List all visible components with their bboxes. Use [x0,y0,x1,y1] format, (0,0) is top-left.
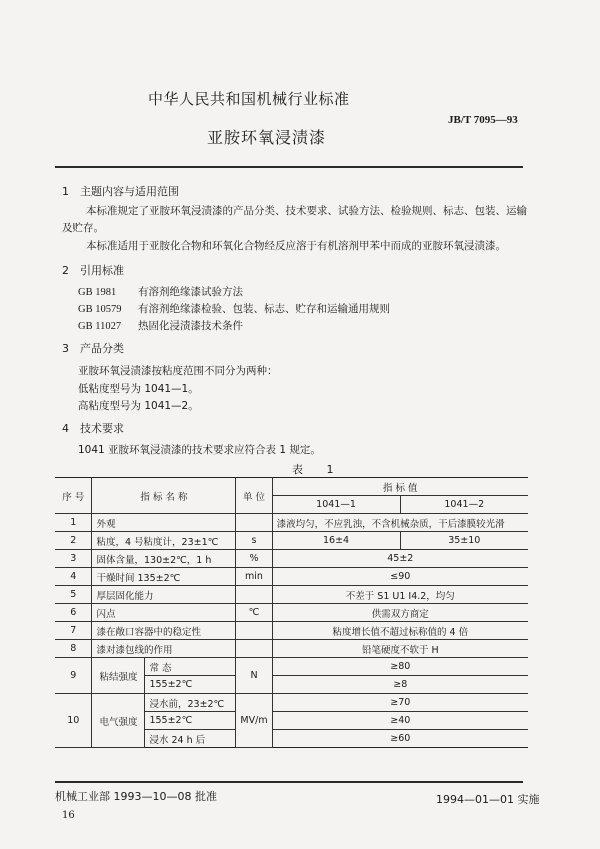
row-value: 漆液均匀，不应乳浊，不含机械杂质，干后漆膜较光滑 [272,514,528,532]
row-value: 45±2 [272,550,528,568]
issuing-organization: 中华人民共和国机械行业标准 [148,90,350,108]
row-seq: 4 [55,568,92,586]
reference-item [78,318,243,333]
document-title: 亚胺环氧浸渍漆 [207,128,327,147]
row-unit: MV/m [236,694,272,748]
standard-code: JB/T 7095—93 [448,114,518,126]
table-row [55,658,528,676]
row-value: ≥70 [272,694,528,712]
table-row [55,604,528,622]
table-row [55,550,528,568]
section-1-paragraph-1: 本标准规定了亚胺环氧浸渍漆的产品分类、技术要求、试验方法、检验规则、标志、包装、运输及贮存。 [62,205,527,234]
section-number: 3 [62,342,69,355]
reference-title: 有溶剂绝缘漆检验、包装、标志、贮存和运输通用规则 [138,303,390,315]
section-1-paragraph-2: 本标准适用于亚胺化合物和环氧化合物经反应溶于有机溶剂甲苯中而成的亚胺环氧浸渍漆。 [86,240,506,252]
table-caption: 表 1 [292,463,344,476]
row-seq: 8 [55,640,92,658]
technical-requirements-text: 1041 亚胺环氧浸渍漆的技术要求应符合表 1 规定。 [78,444,321,456]
row-condition: 浸水前，23±2℃ [145,694,236,712]
reference-code: GB 1981 [78,287,117,298]
section-1-heading [62,183,179,199]
row-condition: 155±2℃ [145,676,236,694]
section-number: 1 [62,185,69,198]
row-value-1041-1: 16±4 [272,532,400,550]
table-row [55,622,528,640]
row-value: ≥80 [272,658,528,676]
row-seq: 6 [55,604,92,622]
reference-title: 热固化浸渍漆技术条件 [138,320,243,332]
section-4-heading [62,420,124,436]
table-row [55,640,528,658]
classification-low-viscosity: 低粘度型号为 1041—1。 [78,383,199,395]
row-value-1041-2: 35±10 [400,532,528,550]
row-unit [236,514,272,532]
row-unit: s [236,532,272,550]
reference-item [78,284,243,299]
row-seq: 1 [55,514,92,532]
row-value: 铅笔硬度不软于 H [272,640,528,658]
row-name: 漆在敞口容器中的稳定性 [92,622,236,640]
reference-item [78,301,390,316]
table-row [55,514,528,532]
section-title: 产品分类 [80,342,124,355]
table-header-row [55,478,528,496]
reference-code: GB 10579 [78,304,122,315]
row-condition: 155±2℃ [145,712,236,730]
row-seq: 5 [55,586,92,604]
row-name: 干燥时间 135±2℃ [92,568,236,586]
row-unit: ℃ [236,604,272,622]
header-divider [55,166,523,168]
row-unit [236,622,272,640]
row-seq: 10 [55,694,92,748]
reference-title: 有溶剂绝缘漆试验方法 [138,286,243,298]
approval-statement: 机械工业部 1993—10—08 批准 [55,790,217,803]
row-seq: 9 [55,658,92,694]
reference-code: GB 11027 [78,321,122,332]
header-value: 指 标 值 [272,478,528,496]
row-name: 粘度，4 号粘度计，23±1℃ [92,532,236,550]
header-type-1041-2: 1041—2 [400,496,528,514]
table-row [55,568,528,586]
row-seq: 3 [55,550,92,568]
section-number: 2 [62,264,69,277]
table-row [55,532,528,550]
classification-intro: 亚胺环氧浸渍漆按粘度范围不同分为两种： [78,365,278,377]
classification-high-viscosity: 高粘度型号为 1041—2。 [78,400,199,412]
row-unit: N [236,658,272,694]
row-name: 粘结强度 [92,658,145,694]
row-unit: % [236,550,272,568]
row-unit [236,586,272,604]
footer-divider [55,781,523,783]
header-unit: 单 位 [236,478,272,514]
row-value: ≥60 [272,730,528,748]
row-value: ≥8 [272,676,528,694]
row-value: 不差于 S1 U1 I4.2，均匀 [272,586,528,604]
section-title: 主题内容与适用范围 [80,185,179,198]
row-unit [236,640,272,658]
section-3-heading [62,340,124,356]
section-title: 技术要求 [80,422,124,435]
row-name: 外观 [92,514,236,532]
row-value: 粘度增长值不超过标称值的 4 倍 [272,622,528,640]
table-row [55,586,528,604]
row-name: 漆对漆包线的作用 [92,640,236,658]
header-name: 指 标 名 称 [92,478,236,514]
row-value: 供需双方商定 [272,604,528,622]
header-type-1041-1: 1041—1 [272,496,400,514]
row-value: ≤90 [272,568,528,586]
row-condition: 浸水 24 h 后 [145,730,236,748]
header-seq: 序 号 [55,478,92,514]
row-condition: 常 态 [145,658,236,676]
row-name: 厚层固化能力 [92,586,236,604]
row-seq: 7 [55,622,92,640]
row-name: 闪点 [92,604,236,622]
row-seq: 2 [55,532,92,550]
row-name: 电气强度 [92,694,145,748]
implementation-date: 1994—01—01 实施 [436,793,540,806]
table-row [55,694,528,712]
section-title: 引用标准 [80,264,124,277]
section-2-heading [62,262,124,278]
spec-table [55,477,528,748]
row-value: ≥40 [272,712,528,730]
section-number: 4 [62,422,69,435]
page-number: 16 [62,810,75,821]
row-unit: min [236,568,272,586]
row-name: 固体含量，130±2℃，1 h [92,550,236,568]
